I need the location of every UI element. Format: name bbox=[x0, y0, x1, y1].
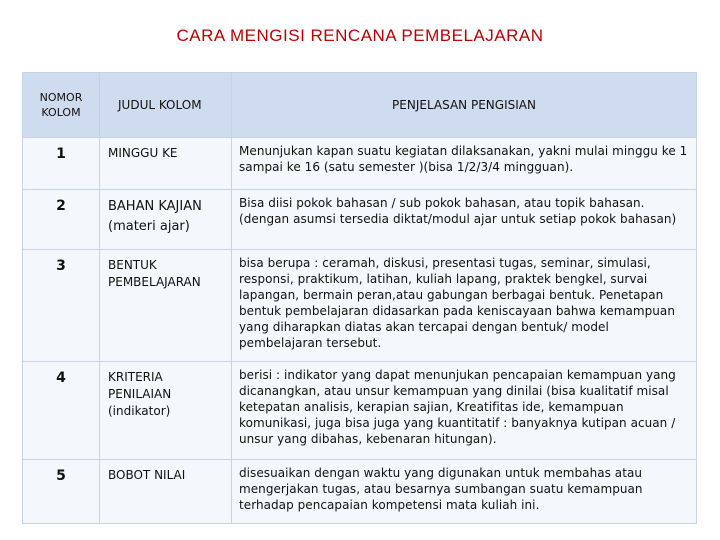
row-title: BAHAN KAJIAN (materi ajar) bbox=[100, 190, 232, 250]
row-title: KRITERIA PENILAIAN (indikator) bbox=[100, 362, 232, 460]
row-number: 1 bbox=[23, 138, 100, 190]
row-number: 2 bbox=[23, 190, 100, 250]
row-number: 4 bbox=[23, 362, 100, 460]
table-row bbox=[23, 138, 697, 190]
table-header-row bbox=[23, 73, 697, 138]
row-title: BENTUK PEMBELAJARAN bbox=[100, 250, 232, 362]
header-judul-kolom: JUDUL KOLOM bbox=[100, 73, 232, 138]
row-description: Bisa diisi pokok bahasan / sub pokok bahasan, atau topik bahasan. (dengan asumsi tersedia diktat/modul ajar untuk setiap pokok bahasan) bbox=[232, 190, 697, 250]
table-row bbox=[23, 250, 697, 362]
table-row bbox=[23, 460, 697, 524]
row-description: Menunjukan kapan suatu kegiatan dilaksanakan, yakni mulai minggu ke 1 sampai ke 16 (satu semester )(bisa 1/2/3/4 mingguan). bbox=[232, 138, 697, 190]
row-title: BOBOT NILAI bbox=[100, 460, 232, 524]
header-nomor-kolom: NOMOR KOLOM bbox=[23, 73, 100, 138]
row-number: 3 bbox=[23, 250, 100, 362]
instructions-table bbox=[22, 72, 697, 524]
row-description: disesuaikan dengan waktu yang digunakan untuk membahas atau mengerjakan tugas, atau besarnya sumbangan suatu kemampuan terhadap pencapaian kompetensi mata kuliah ini. bbox=[232, 460, 697, 524]
table-row bbox=[23, 190, 697, 250]
page-title: CARA MENGISI RENCANA PEMBELAJARAN bbox=[176, 26, 544, 45]
row-title: MINGGU KE bbox=[100, 138, 232, 190]
row-number: 5 bbox=[23, 460, 100, 524]
row-description: berisi : indikator yang dapat menunjukan pencapaian kemampuan yang dicanangkan, atau unsur kemampuan yang dinilai (bisa kualitatif misal ketepatan analisis, kerapian sajian, Kreatifitas ide, kemampuan komunikasi, juga bisa juga yang kuantitatif : banyaknya kutipan acuan / unsur yang dibahas, kebenaran hitungan). bbox=[232, 362, 697, 460]
row-description: bisa berupa : ceramah, diskusi, presentasi tugas, seminar, simulasi, responsi, praktikum, latihan, kuliah lapang, praktek bengkel, survai lapangan, bermain peran,atau gabungan berbagai bentuk. Penetapan bentuk pembelajaran didasarkan pada keniscayaan bahwa kemampuan yang diharapkan diatas akan tercapai dengan bentuk/ model pembelajaran tersebut. bbox=[232, 250, 697, 362]
table-row bbox=[23, 362, 697, 460]
header-penjelasan-pengisian: PENJELASAN PENGISIAN bbox=[232, 73, 697, 138]
